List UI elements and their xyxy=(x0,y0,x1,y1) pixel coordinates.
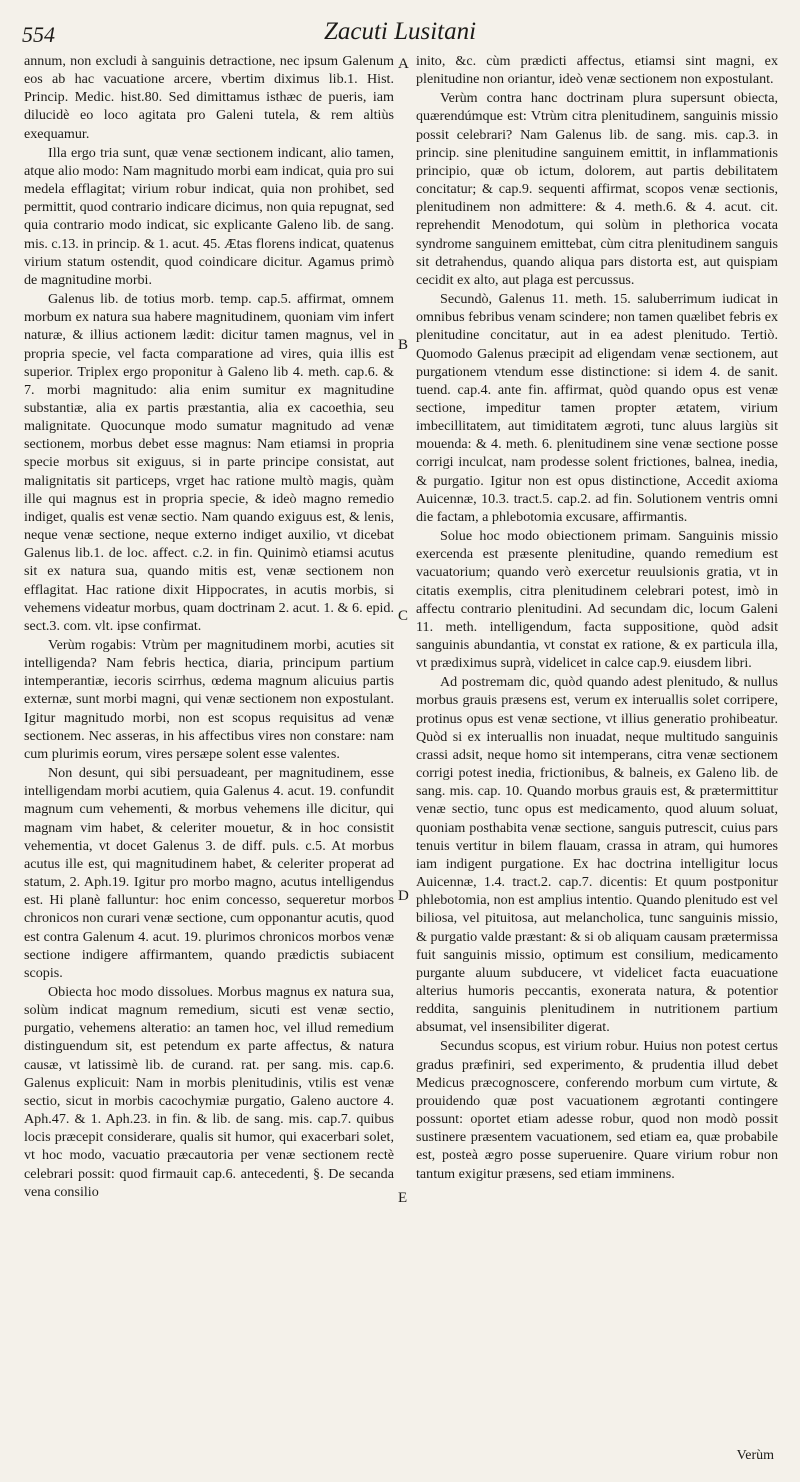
paragraph: Secundus scopus, est virium robur. Huius non potest certus gradus præfiniri, sed experimento, & prudentia illud debet Medicus præcognoscere, conferendo morbum cum virtute, & prouidendo quæ post vacuationem ægrotanti contingere possunt: oportet etiam adesse robur, quod non modò possit sustinere præsentem vacuationem, sed etiam ea, quæ probabile est, posteà ægro posse superuenire. Quare virium robur non tantum exigitur præsens, sed etiam imminens. xyxy=(416,1038,778,1182)
paragraph: Galenus lib. de totius morb. temp. cap.5. affirmat, omnem morbum ex natura sua habere magnitudinem, quoniam vim infert naturæ, & illius actionem lædit: dicitur tamen magnus, vel in propria specie, vel facta comparatione ad vires, quia illis est superior. Triplex ergo proponitur à Galeno lib 4. meth. cap.6. & 7. morbi magnitudo: alia enim sumitur ex magnitudine substantiæ, alia ex partis præstantia, alia ex cacoethia, seu malignitate. Quocunque modo sumatur magnitudo ad venæ sectionem, morbus debet esse magnus: Nam etiamsi in propria specie morbus sit exiguus, si in parte principe consistat, aut malignitatis sit particeps, vrget hac ratione multò magis, quàm ille qui magnus est in propria specie, & ideò magno remedio indiget, qualis est venæ sectio. Nam quando exiguus est, & lenis, neque venæ sectione, neque externo indiget auxilio, vt dicebat Galenus lib.1. de loc. affect. c.2. in fin. Quinimò etiamsi acutus sit ex natura sua, quando mitis est, venæ sectionem non efflagitat. Hac ratione dixit Hippocrates, in acutis morbis, si vehemens videatur morbus, quam doctrinam 2. acut. 1. & 6. epid. sect.3. com. vlt. ipse confirmat. xyxy=(24,291,394,634)
page-number: 554 xyxy=(22,22,55,47)
left-column xyxy=(24,52,394,1202)
running-head: Zacuti Lusitani xyxy=(323,18,477,45)
margin-marker-d: D xyxy=(398,888,409,904)
paragraph: Illa ergo tria sunt, quæ venæ sectionem indicant, alio tamen, atque alio modo: Nam magnitudo morbi eam indicat, quia pro sui medela efflagitat; virium robur indicat, quia non prohibet, sed permittit, quod contrario indicare dicimus, non quia repugnat, sed quia contrario modo indicat, sic explicante Galeno lib. de sang. mis. c.13. in princip. & 1. acut. 45. Ætas florens indicat, quatenus virium statum ostendit, quod coindicare dicitur. Agamus primò de magnitudine morbi. xyxy=(24,144,394,288)
margin-marker-b: B xyxy=(398,337,409,353)
paragraph: Secundò, Galenus 11. meth. 15. saluberrimum iudicat in omnibus febribus venam scindere; non tamen quælibet febris ex plenitudine concitatur, aut in ea adest plenitudo. Tertiò. Quomodo Galenus præcipit ad eligendam venæ sectionem, aut purgationem vtendum esse distinctione: si idem 4. de sanit. tuend. cap.4. ante fin. affirmat, quòd quando opus est venæ sectione, impeditur tamen propter ætatem, virium imbecillitatem, aut timiditatem ægroti, tunc aluus largiùs sit mouenda: & 4. meth. 6. plenitudinem sine venæ sectione posse corrigi inculcat, nam prodesse solent frictiones, balnea, inedia, & purgatio. Igitur non est opus distinctione, Accedit axioma Auicennæ, 10.3. tract.5. cap.2. ad fin. Solutionem ventris omni die factam, a phlebotomia excusare, affirmantis. xyxy=(416,291,778,525)
paragraph: Verùm rogabis: Vtrùm per magnitudinem morbi, acuties sit intelligenda? Nam febris hectica, diaria, principum partium intemperantiæ, iecoris scirrhus, œdema magnum alicuius partis externæ, sunt morbi magni, qui venæ sectionem non expostulant. Igitur magnitudo morbi, non est scopus requisitus ad venæ sectionem. Nec asseras, in his affectibus vires non constare: nam cum plurimis eorum, vires persæpe solent esse valentes. xyxy=(24,637,394,762)
paragraph: Ad postremam dic, quòd quando adest plenitudo, & nullus morbus grauis præsens est, verum ex interuallis solet corripere, protinus opus est venæ sectione, vt illius generatio prohibeatur. Quòd si ex interuallis non inuadat, neque multitudo sanguinis crassi adsit, neque homo sit intemperans, citra venæ sectionem corrigi potest inedia, frictionibus, & balneis, ex Galeno lib. de sang. mis. cap. 10. Quando morbus grauis est, & prætermittitur venæ sectio, tunc opus est medicamento, quod aluum soluat, quoniam posthabita venæ sectione, sanguis putrescit, cuius pars tenuis vertitur in bilem flauam, crassa in atram, qui humores iam indigent purgatione. Ex hac doctrina intelligitur locus Auicennæ, 1.4. tract.2. cap.7. dicentis: Et quum postponitur phlebotomia, non est amplius intentio. Quando plenitudo est vel biliosa, vel pituitosa, aut melancholica, tunc sanguinis missio, & purgatio valde præstant: & si ob aliquam causam prætermissa fuit sanguinis missio, optimum est consilium, medicamento purgante aluum subducere, vt videlicet facta euacuatione alterius humoris peccantis, exonerata natura, & potentior reddita, sanguinis plenitudinem in nutritionem partium absumat, vel insensibiliter digerat. xyxy=(416,674,778,1036)
paragraph: Obiecta hoc modo dissolues. Morbus magnus ex natura sua, solùm indicat magnum remedium, sicuti est venæ sectio, purgatio, vehemens alteratio: an tamen hoc, vel illud remedium distinguendum sit, est petendum ex parte affectus, & natura causæ, vt latissimè lib. de curand. rat. per sang. mis. cap.6. Galenus explicuit: Nam in morbis plenitudinis, vtilis est venæ sectio, sicut in morbis cacochymiæ purgatio, Galeno auctore 4. Aph.47. & 1. Aph.23. in fin. & lib. de sang. mis. cap.7. quibus locis præcepit considerare, qualis sit humor, qui exacerbari solet, vt hoc modo, vacuatio præcautoria per venæ sectionem rectè celebrari possit: quod firmauit cap.6. antecedenti, §. De secanda vena consilio xyxy=(24,983,394,1200)
paragraph: Verùm contra hanc doctrinam plura supersunt obiecta, quærendúmque est: Vtrùm citra plenitudinem, sanguinis missio possit celebrari? Nam Galenus lib. de sang. mis. cap.3. in princip. sine plenitudine sanguinem emittit, in inflammationis principio, quæ ob ictum, dolorem, aut partis debilitatem concitatur; & cap.9. sequenti affirmat, scopos venæ sectionis, plenitudinem non admittere: & 4. meth.6. & 4. acut. cit. reprehendit Menodotum, qui solùm in plethorica vocata syndrome sanguinem emittebat, cùm citra plenitudinem sanguis sit detrahendus, quando aliqua pars distorta est, aut quispiam cecidit ex alto, aut plaga est percussus. xyxy=(416,90,778,288)
catchword: Verùm xyxy=(736,1448,774,1463)
right-column xyxy=(416,52,778,1184)
paragraph: Solue hoc modo obiectionem primam. Sanguinis missio exercenda est præsente plenitudine, quando remedium est vacuatorium; quando verò exercetur reuulsionis gratia, vt in citatis exemplis, citra plenitudinem celebrari potest, imò in affectu contrario plenitudini. Ad secundam dic, locum Galeni 11. meth. intelligendum, facta suppositione, quòd adsit sanguinis abundantia, vt constat ex ratione, & ex particula illa, vt prædiximus suprà, videlicet in calce cap.9. eiusdem libri. xyxy=(416,528,778,672)
margin-marker-c: C xyxy=(398,608,409,624)
paragraph: annum, non excludi à sanguinis detractione, nec ipsum Galenum eos ab hac vacuatione arcere, vbertim diximus lib.1. Hist. Princip. Medic. hist.80. Sed dimittamus isthæc de pueris, iam dilucidè eo loco agitata pro Galeni tutela, & rem altiùs exequamur. xyxy=(24,53,394,142)
paragraph: inito, &c. cùm prædicti affectus, etiamsi sint magni, ex plenitudine non oriantur, ideò venæ sectionem non expostulant. xyxy=(416,53,778,88)
paragraph: Non desunt, qui sibi persuadeant, per magnitudinem, esse intelligendam morbi acutiem, quia Galenus 4. acut. 19. confundit magnum cum vehementi, & morbus vehemens ille dicitur, qui magnam vim habet, & celeriter mouetur, & in hoc consistit vehementia, vt docet Galenus 3. de diff. puls. c.5. At morbus acutus ille est, qui magnitudinem habet, & celeriter properat ad statum, 2. Aph.19. Igitur pro morbo magno, acutus intelligendus est. Hi planè falluntur: hoc enim concesso, sequeretur morbos chronicos non curari venæ sectione, cum opponantur acutis, quod est contra Galenum 4. acut. 19. plurimos chronicos morbos venæ sectione indigere affirmantem, quando prædictis subiacent scopis. xyxy=(24,765,394,981)
page-header xyxy=(22,18,778,52)
margin-marker-a: A xyxy=(398,56,409,72)
margin-marker-e: E xyxy=(398,1190,408,1206)
